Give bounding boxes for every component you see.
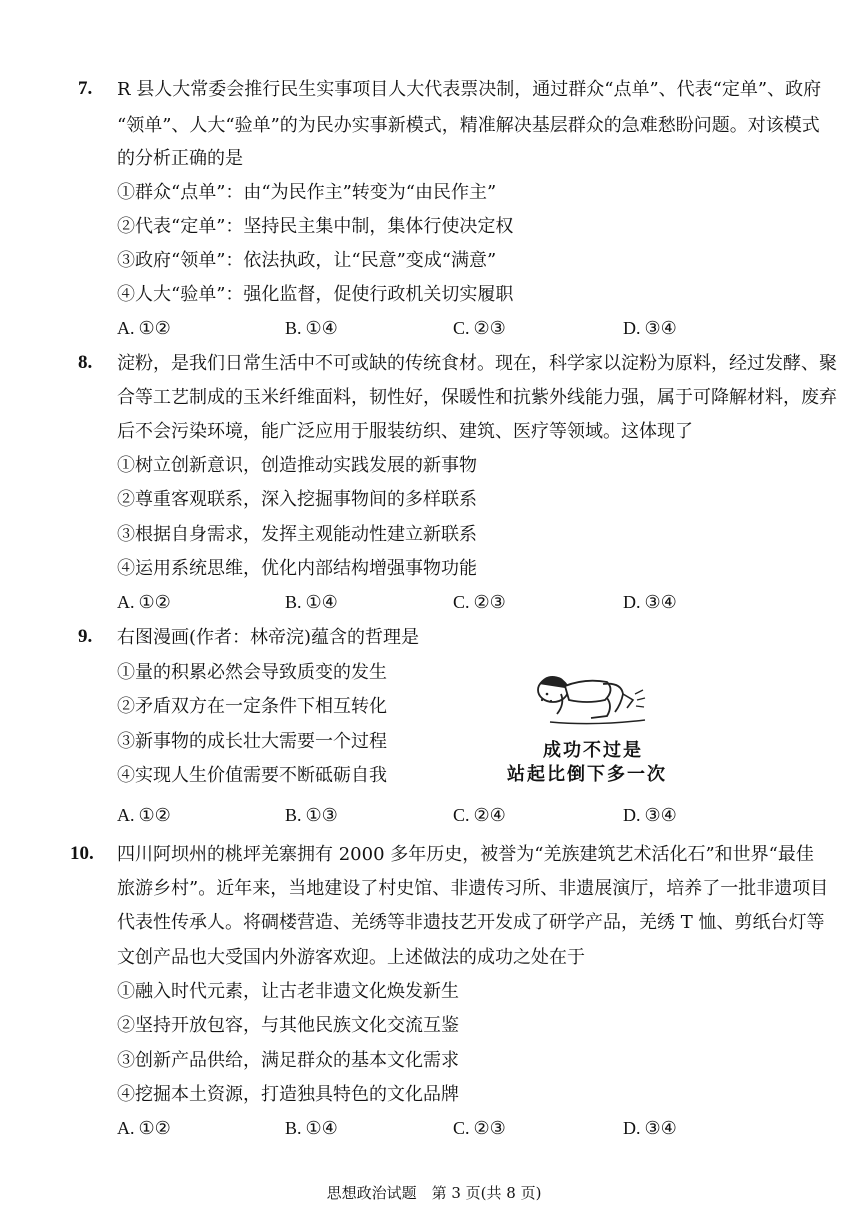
question-number: 10. bbox=[70, 843, 94, 864]
comic-figure-drawing bbox=[495, 660, 735, 810]
comic-caption-line-1: 成功不过是 bbox=[543, 740, 643, 761]
option-2: ②坚持开放包容，与其他民族文化交流互鉴 bbox=[117, 1015, 459, 1036]
question-stem-line: 文创产品也大受国内外游客欢迎。上述做法的成功之处在于 bbox=[117, 947, 585, 968]
choice-b[interactable]: B. ①④ bbox=[285, 1118, 338, 1138]
question-stem-line: 四川阿坝州的桃坪羌寨拥有 2000 多年历史，被誉为“羌族建筑艺术活化石”和世界“最佳 bbox=[117, 844, 814, 865]
option-3: ③政府“领单”：依法执政，让“民意”变成“满意” bbox=[117, 250, 497, 271]
choice-c[interactable]: C. ②③ bbox=[453, 318, 506, 338]
choice-c[interactable]: C. ②③ bbox=[453, 592, 506, 612]
question-stem-line: 合等工艺制成的玉米纤维面料，韧性好，保暖性和抗紫外线能力强，属于可降解材料，废弃 bbox=[117, 387, 837, 408]
option-4: ④实现人生价值需要不断砥砺自我 bbox=[117, 765, 387, 786]
question-stem-line: 后不会污染环境，能广泛应用于服装纺织、建筑、医疗等领域。这体现了 bbox=[117, 421, 693, 442]
question-stem-line: R 县人大常委会推行民生实事项目人大代表票决制，通过群众“点单”、代表“定单”、政府 bbox=[117, 79, 822, 100]
choice-d[interactable]: D. ③④ bbox=[623, 805, 677, 825]
option-3: ③根据自身需求，发挥主观能动性建立新联系 bbox=[117, 524, 477, 545]
question-stem-line: “领单”、人大“验单”的为民办实事新模式，精准解决基层群众的急难愁盼问题。对该模式 bbox=[117, 115, 820, 136]
choice-a[interactable]: A. ①② bbox=[117, 592, 171, 612]
comic-caption-line-2: 站起比倒下多一次 bbox=[507, 764, 667, 785]
choice-b[interactable]: B. ①④ bbox=[285, 318, 338, 338]
comic-illustration bbox=[495, 660, 735, 810]
option-2: ②矛盾双方在一定条件下相互转化 bbox=[117, 696, 387, 717]
choice-d[interactable]: D. ③④ bbox=[623, 318, 677, 338]
question-stem-line: 代表性传承人。将碉楼营造、羌绣等非遗技艺开发成了研学产品，羌绣 T 恤、剪纸台灯等 bbox=[117, 912, 825, 933]
question-stem-line: 淀粉，是我们日常生活中不可或缺的传统食材。现在，科学家以淀粉为原料，经过发酵、聚 bbox=[117, 353, 837, 374]
answer-choices bbox=[117, 318, 677, 342]
question-stem-line: 旅游乡村”。近年来，当地建设了村史馆、非遗传习所、非遗展演厅，培养了一批非遗项目 bbox=[117, 878, 829, 899]
answer-choices bbox=[117, 1118, 677, 1142]
question-stem-line: 的分析正确的是 bbox=[117, 148, 243, 169]
option-2: ②尊重客观联系，深入挖掘事物间的多样联系 bbox=[117, 489, 477, 510]
option-3: ③创新产品供给，满足群众的基本文化需求 bbox=[117, 1050, 459, 1071]
option-1: ①群众“点单”：由“为民作主”转变为“由民作主” bbox=[117, 182, 497, 203]
option-3: ③新事物的成长壮大需要一个过程 bbox=[117, 731, 387, 752]
choice-c[interactable]: C. ②③ bbox=[453, 1118, 506, 1138]
choice-a[interactable]: A. ①② bbox=[117, 805, 171, 825]
question-number: 8. bbox=[78, 352, 93, 373]
question-number: 7. bbox=[78, 78, 93, 99]
answer-choices bbox=[117, 592, 677, 616]
choice-b[interactable]: B. ①④ bbox=[285, 592, 338, 612]
option-2: ②代表“定单”：坚持民主集中制，集体行使决定权 bbox=[117, 216, 514, 237]
option-1: ①树立创新意识，创造推动实践发展的新事物 bbox=[117, 455, 477, 476]
question-number: 9. bbox=[78, 626, 93, 647]
choice-b[interactable]: B. ①③ bbox=[285, 805, 338, 825]
choice-a[interactable]: A. ①② bbox=[117, 1118, 171, 1138]
choice-d[interactable]: D. ③④ bbox=[623, 592, 677, 612]
page-footer: 思想政治试题 第 3 页(共 8 页) bbox=[326, 1184, 542, 1202]
choice-d[interactable]: D. ③④ bbox=[623, 1118, 677, 1138]
option-4: ④人大“验单”：强化监督，促使行政机关切实履职 bbox=[117, 284, 514, 305]
choice-a[interactable]: A. ①② bbox=[117, 318, 171, 338]
option-1: ①融入时代元素，让古老非遗文化焕发新生 bbox=[117, 981, 459, 1002]
question-stem-line: 右图漫画(作者：林帝浣)蕴含的哲理是 bbox=[117, 627, 420, 648]
option-1: ①量的积累必然会导致质变的发生 bbox=[117, 662, 387, 683]
choice-c[interactable]: C. ②④ bbox=[453, 805, 506, 825]
option-4: ④挖掘本土资源，打造独具特色的文化品牌 bbox=[117, 1084, 459, 1105]
option-4: ④运用系统思维，优化内部结构增强事物功能 bbox=[117, 558, 477, 579]
